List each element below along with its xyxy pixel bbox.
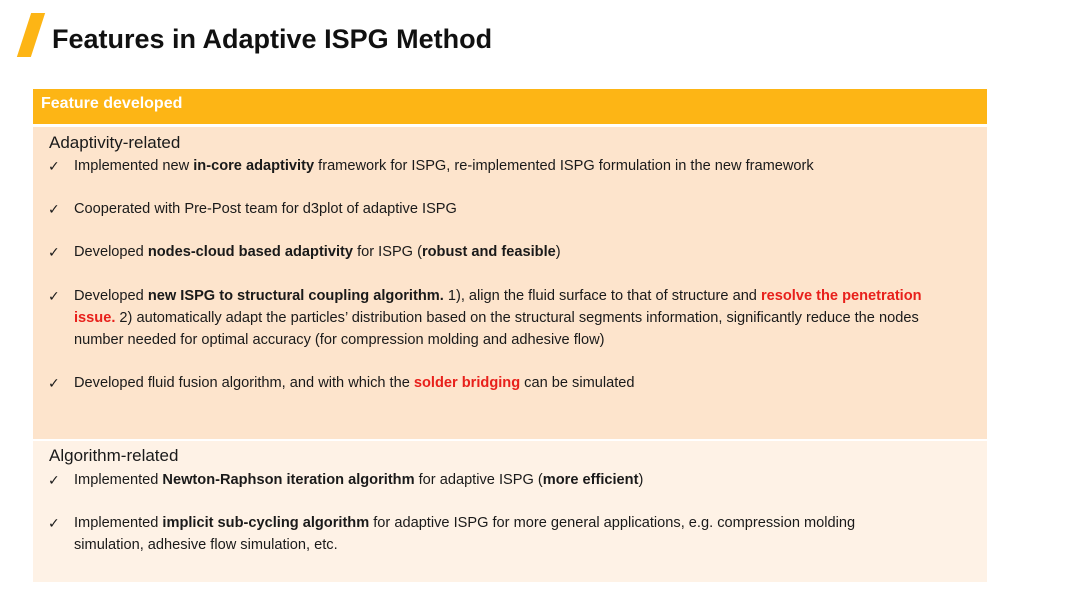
- list-item: [48, 372, 928, 394]
- check-mark-icon: ✓: [48, 244, 60, 260]
- check-mark-icon: ✓: [48, 375, 60, 391]
- list-item-text: Implemented implicit sub-cycling algorithm for adaptive ISPG for more general applications, e.g. compression molding simulation, adhesive flow simulation, etc.: [74, 515, 856, 553]
- check-mark-icon: ✓: [48, 201, 60, 217]
- list-item-text: Developed new ISPG to structural coupling algorithm. 1), align the fluid surface to that of structure and resolve the penetration issue. 2) automatically adapt the particles’ distribution based on the structural segments information, significantly reduce the nodes number needed for optimal accuracy (for compression molding and adhesive flow): [74, 288, 922, 348]
- list-item: [48, 285, 928, 351]
- check-mark-icon: ✓: [48, 288, 60, 304]
- list-item-text: Implemented new in-core adaptivity framework for ISPG, re-implemented ISPG formulation in the new framework: [74, 158, 814, 174]
- list-item: [48, 198, 928, 220]
- table-header-label: Feature developed: [41, 95, 183, 112]
- section-title-algorithm: Algorithm-related: [49, 446, 179, 465]
- list-item-text: Developed fluid fusion algorithm, and with which the solder bridging can be simulated: [74, 375, 635, 391]
- list-item: [48, 241, 928, 263]
- check-mark-icon: ✓: [48, 472, 60, 488]
- title-accent-bar: [17, 13, 45, 57]
- list-item-text: Cooperated with Pre-Post team for d3plot of adaptive ISPG: [74, 201, 457, 217]
- list-item-text: Implemented Newton-Raphson iteration algorithm for adaptive ISPG (more efficient): [74, 472, 644, 488]
- section-title-adaptivity: Adaptivity-related: [49, 133, 181, 152]
- table-header: [33, 89, 987, 127]
- check-mark-icon: ✓: [48, 515, 60, 531]
- page-title: Features in Adaptive ISPG Method: [52, 24, 493, 54]
- list-item: [48, 512, 928, 556]
- check-mark-icon: ✓: [48, 158, 60, 174]
- list-item: [48, 155, 928, 177]
- list-item-text: Developed nodes-cloud based adaptivity for ISPG (robust and feasible): [74, 244, 561, 260]
- list-item: [48, 469, 928, 491]
